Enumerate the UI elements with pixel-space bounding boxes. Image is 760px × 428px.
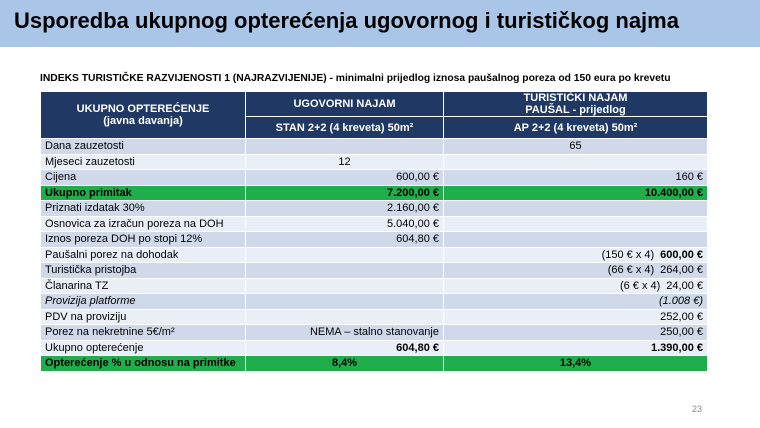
tourist-value xyxy=(444,154,708,170)
contract-value xyxy=(246,278,444,294)
contract-value: 12 xyxy=(246,154,444,170)
header-tourist-rental xyxy=(444,92,708,117)
subheader-tourist-apartment: AP 2+2 (4 kreveta) 50m² xyxy=(444,117,708,139)
row-label: PDV na proviziju xyxy=(41,309,246,325)
contract-value xyxy=(246,263,444,279)
table-row xyxy=(41,325,708,341)
page-number: 23 xyxy=(692,404,703,414)
tourist-value: (1.008 €) xyxy=(444,294,708,310)
table-row xyxy=(41,139,708,155)
row-label: Priznati izdatak 30% xyxy=(41,201,246,217)
slide-subtitle: INDEKS TURISTIČKE RAZVIJENOSTI 1 (NAJRAZVIJENIJE) - minimalni prijedlog iznosa paušalnog poreza od 150 eura po krevetu xyxy=(40,73,671,84)
table-row xyxy=(41,278,708,294)
table-row-burden-percent xyxy=(41,356,708,372)
row-label: Paušalni porez na dohodak xyxy=(41,247,246,263)
tourist-value: 10.400,00 € xyxy=(444,185,708,201)
header-tourist-rental-line2: PAUŠAL - prijedlog xyxy=(525,104,626,116)
tourist-calc-note: (6 € x 4) xyxy=(619,279,661,292)
header-total-burden-line2: (javna davanja) xyxy=(103,115,183,127)
tourist-value: 65 xyxy=(444,139,708,155)
row-label: Osnovica za izračun poreza na DOH xyxy=(41,216,246,232)
tourist-value xyxy=(444,216,708,232)
tourist-amount: 600,00 € xyxy=(660,248,703,261)
contract-value xyxy=(246,309,444,325)
contract-value: 604,80 € xyxy=(246,340,444,356)
contract-value xyxy=(246,139,444,155)
row-label: Turistička pristojba xyxy=(41,263,246,279)
row-label: Porez na nekretnine 5€/m² xyxy=(41,325,246,341)
tourist-value: 160 € xyxy=(444,170,708,186)
tourist-value xyxy=(444,232,708,248)
table-row xyxy=(41,247,708,263)
tourist-value xyxy=(444,201,708,217)
row-label: Cijena xyxy=(41,170,246,186)
table-row xyxy=(41,263,708,279)
table-row xyxy=(41,294,708,310)
subheader-contract-apartment: STAN 2+2 (4 kreveta) 50m² xyxy=(246,117,444,139)
table-row-total-income xyxy=(41,185,708,201)
contract-value: 5.040,00 € xyxy=(246,216,444,232)
row-label: Provizija platforme xyxy=(41,294,246,310)
header-total-burden-line1: UKUPNO OPTEREĆENJE xyxy=(76,103,210,115)
table-row xyxy=(41,170,708,186)
row-label: Ukupno primitak xyxy=(41,185,246,201)
row-label: Mjeseci zauzetosti xyxy=(41,154,246,170)
contract-value xyxy=(246,247,444,263)
tourist-value: 250,00 € xyxy=(444,325,708,341)
tourist-value: 13,4% xyxy=(444,356,708,372)
contract-value: 604,80 € xyxy=(246,232,444,248)
header-tourist-rental-line1: TURISTIČKI NAJAM xyxy=(523,92,628,104)
contract-value: 2.160,00 € xyxy=(246,201,444,217)
table-row xyxy=(41,232,708,248)
row-label: Dana zauzetosti xyxy=(41,139,246,155)
header-row xyxy=(41,92,708,117)
contract-value: 7.200,00 € xyxy=(246,185,444,201)
tourist-value: 1.390,00 € xyxy=(444,340,708,356)
table-row xyxy=(41,154,708,170)
comparison-table xyxy=(40,91,708,372)
contract-value: 8,4% xyxy=(246,356,444,372)
row-label: Članarina TZ xyxy=(41,278,246,294)
tourist-value xyxy=(444,247,708,263)
tourist-calc-note: (66 € x 4) xyxy=(607,264,655,277)
row-label: Iznos poreza DOH po stopi 12% xyxy=(41,232,246,248)
tourist-value xyxy=(444,278,708,294)
contract-value xyxy=(246,294,444,310)
tourist-calc-note: (150 € x 4) xyxy=(601,248,655,261)
table-row xyxy=(41,309,708,325)
table-row-total-burden xyxy=(41,340,708,356)
header-total-burden xyxy=(41,92,246,139)
tourist-value: 252,00 € xyxy=(444,309,708,325)
tourist-value xyxy=(444,263,708,279)
table-row xyxy=(41,216,708,232)
tourist-amount: 24,00 € xyxy=(666,279,703,292)
table-row xyxy=(41,201,708,217)
slide-title: Usporedba ukupnog opterećenja ugovornog i turističkog najma xyxy=(14,8,679,33)
row-label: Ukupno opterećenje xyxy=(41,340,246,356)
tourist-amount: 264,00 € xyxy=(660,264,703,277)
row-label: Opterećenje % u odnosu na primitke xyxy=(41,356,246,372)
contract-value: 600,00 € xyxy=(246,170,444,186)
header-contract-rental: UGOVORNI NAJAM xyxy=(246,92,444,117)
contract-value: NEMA – stalno stanovanje xyxy=(246,325,444,341)
